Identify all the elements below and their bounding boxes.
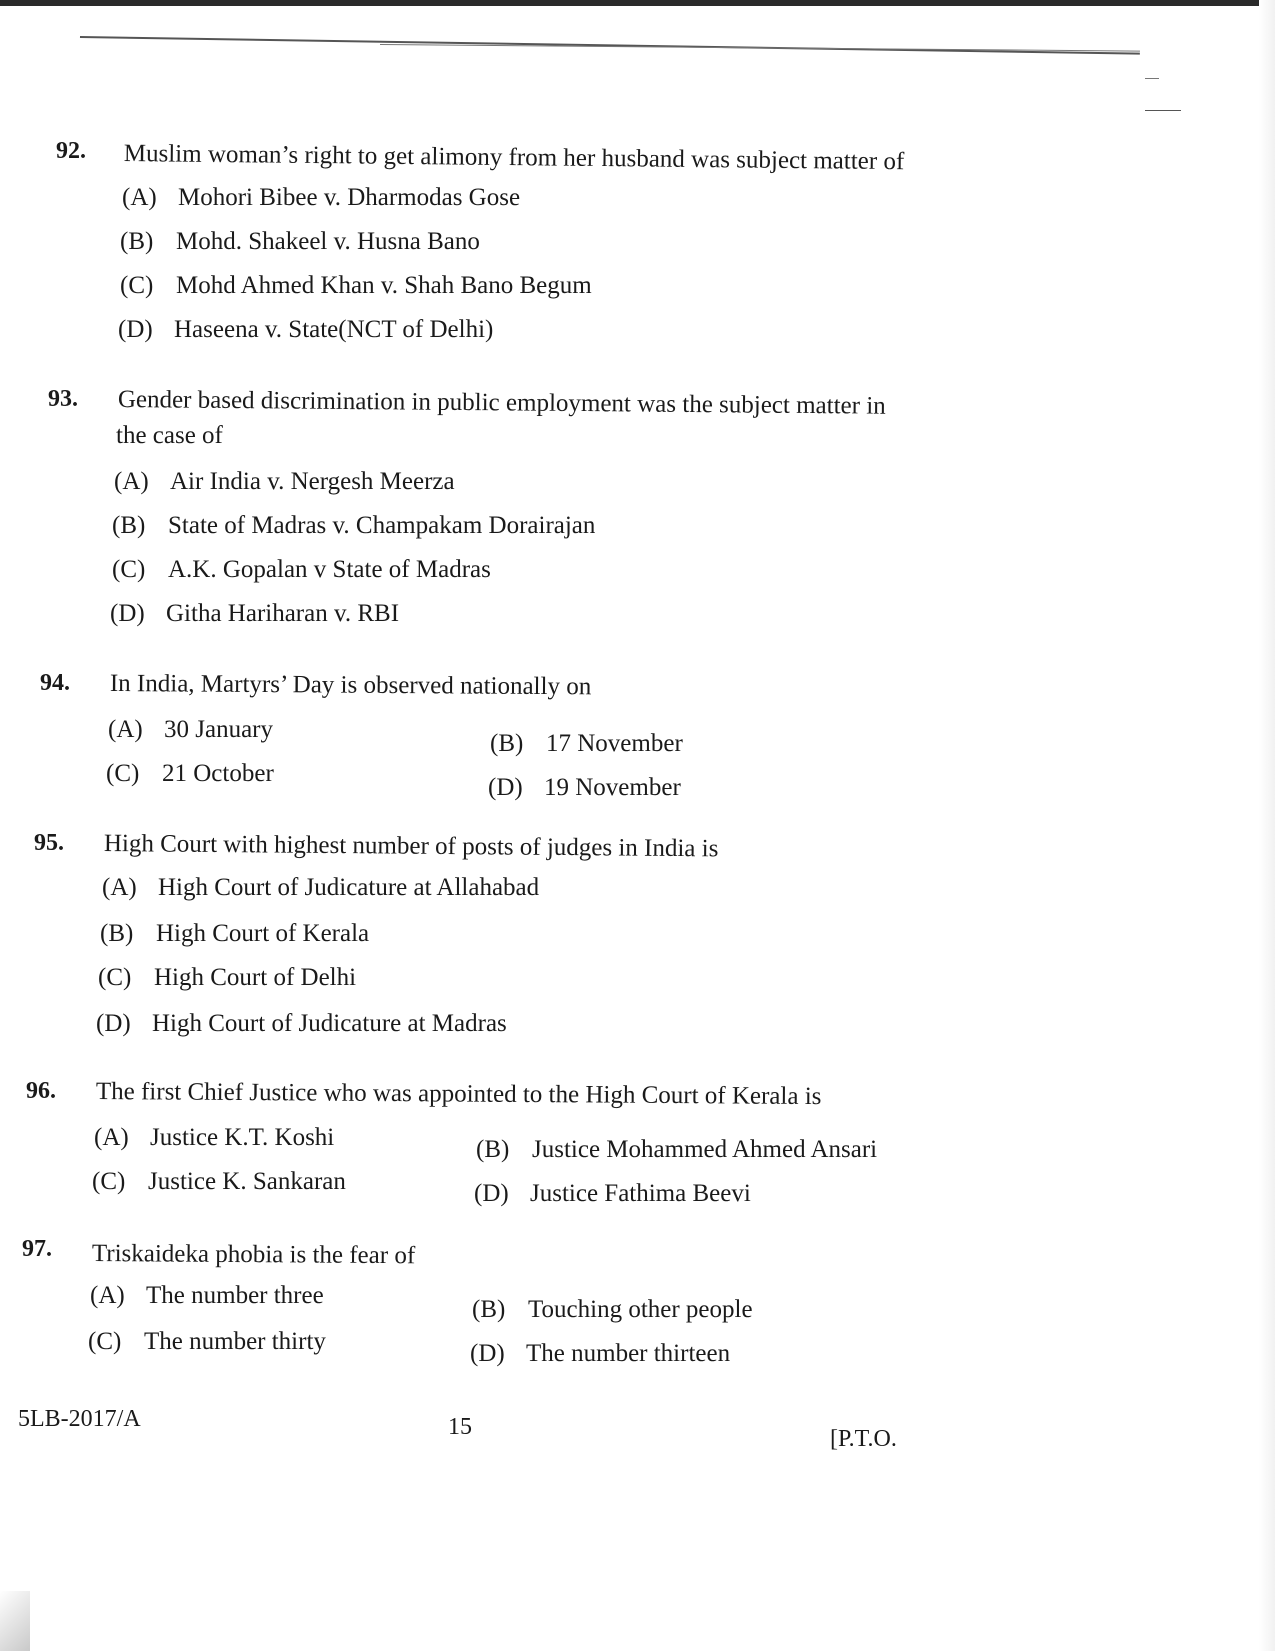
option-label: (C) [88,1328,122,1355]
option-label: (A) [122,184,157,211]
option-text: State of Madras v. Champakam Dorairajan [168,512,596,539]
option-b [472,1296,753,1324]
option-text: 19 November [544,774,681,801]
option-a [102,874,539,902]
option-label: (B) [112,512,146,539]
header-rule-secondary [380,44,1140,52]
paper-code: 5LB-2017/A [18,1406,141,1432]
question-number: 96. [26,1078,56,1104]
option-label: (D) [96,1010,131,1037]
option-text: High Court of Kerala [156,920,370,947]
option-a [108,716,273,744]
option-c [98,964,356,992]
option-label: (B) [490,730,524,757]
option-d [488,774,681,802]
option-text: Haseena v. State(NCT of Delhi) [174,316,494,343]
option-a [94,1124,334,1152]
option-label: (B) [120,228,154,255]
question-text-line1: Gender based discrimination in public employment was the subject matter in [117,386,886,420]
option-d [96,1010,507,1038]
question-text: In India, Martyrs’ Day is observed nationally on [109,670,592,701]
option-a [90,1282,324,1310]
option-text: A.K. Gopalan v State of Madras [168,556,491,583]
option-label: (C) [106,760,140,787]
question-text: Muslim woman’s right to get alimony from her husband was subject matter of [123,140,905,176]
option-label: (A) [94,1124,129,1151]
question-text-line2: the case of [116,422,223,449]
option-b [490,730,683,758]
scan-corner-shadow [0,1591,30,1651]
option-label: (C) [98,964,132,991]
option-text: Air India v. Nergesh Meerza [170,468,455,495]
question-number: 92. [56,138,86,164]
pto-label: [P.T.O. [830,1426,897,1452]
option-text: The number thirty [144,1328,326,1355]
question-number: 95. [34,830,64,856]
option-label: (B) [472,1296,506,1323]
option-label: (B) [100,920,134,947]
option-d [470,1340,730,1368]
option-text: Justice K. Sankaran [148,1168,346,1195]
option-label: (B) [476,1136,510,1163]
margin-mark-small [1145,78,1159,79]
question-number: 97. [22,1236,52,1262]
option-text: High Court of Judicature at Madras [152,1010,507,1037]
option-c [112,556,491,584]
option-d [110,600,399,628]
option-label: (D) [488,774,523,801]
option-b [112,512,595,540]
option-b [120,228,480,256]
option-label: (A) [114,468,149,495]
option-c [88,1328,326,1356]
option-text: Justice Fathima Beevi [530,1180,751,1207]
question-number: 93. [48,386,78,412]
option-b [476,1136,877,1164]
option-text: The number three [146,1282,324,1309]
question-text: Triskaideka phobia is the fear of [91,1240,416,1270]
option-label: (D) [118,316,153,343]
option-label: (A) [102,874,137,901]
question-text: High Court with highest number of posts of judges in India is [103,830,719,863]
option-d [118,316,493,344]
option-label: (D) [474,1180,509,1207]
option-text: Touching other people [528,1296,753,1323]
option-text: Mohd Ahmed Khan v. Shah Bano Begum [176,272,592,299]
scan-right-edge [1259,0,1275,1651]
option-label: (C) [120,272,154,299]
option-label: (C) [112,556,146,583]
question-text: The first Chief Justice who was appointed to the High Court of Kerala is [95,1078,822,1111]
option-label: (D) [110,600,145,627]
option-a [114,468,455,496]
option-text: Mohori Bibee v. Dharmodas Gose [178,184,521,211]
option-text: High Court of Judicature at Allahabad [158,874,540,901]
scan-top-edge [0,0,1275,6]
option-d [474,1180,751,1208]
option-text: 17 November [546,730,683,757]
option-label: (A) [108,716,143,743]
option-text: 21 October [162,760,274,787]
margin-mark [1145,110,1181,111]
option-label: (A) [90,1282,125,1309]
option-c [92,1168,346,1196]
option-text: Justice Mohammed Ahmed Ansari [532,1136,878,1163]
question-number: 94. [40,670,70,696]
option-text: The number thirteen [526,1340,731,1367]
option-text: High Court of Delhi [154,964,357,991]
option-text: Githa Hariharan v. RBI [166,600,400,627]
option-label: (D) [470,1340,505,1367]
option-a [122,184,520,212]
option-label: (C) [92,1168,126,1195]
option-text: Mohd. Shakeel v. Husna Bano [176,228,480,255]
option-b [100,920,369,948]
option-text: Justice K.T. Koshi [150,1124,335,1151]
option-c [120,272,592,300]
option-text: 30 January [164,716,273,743]
option-c [106,760,274,788]
page-number: 15 [448,1414,472,1440]
